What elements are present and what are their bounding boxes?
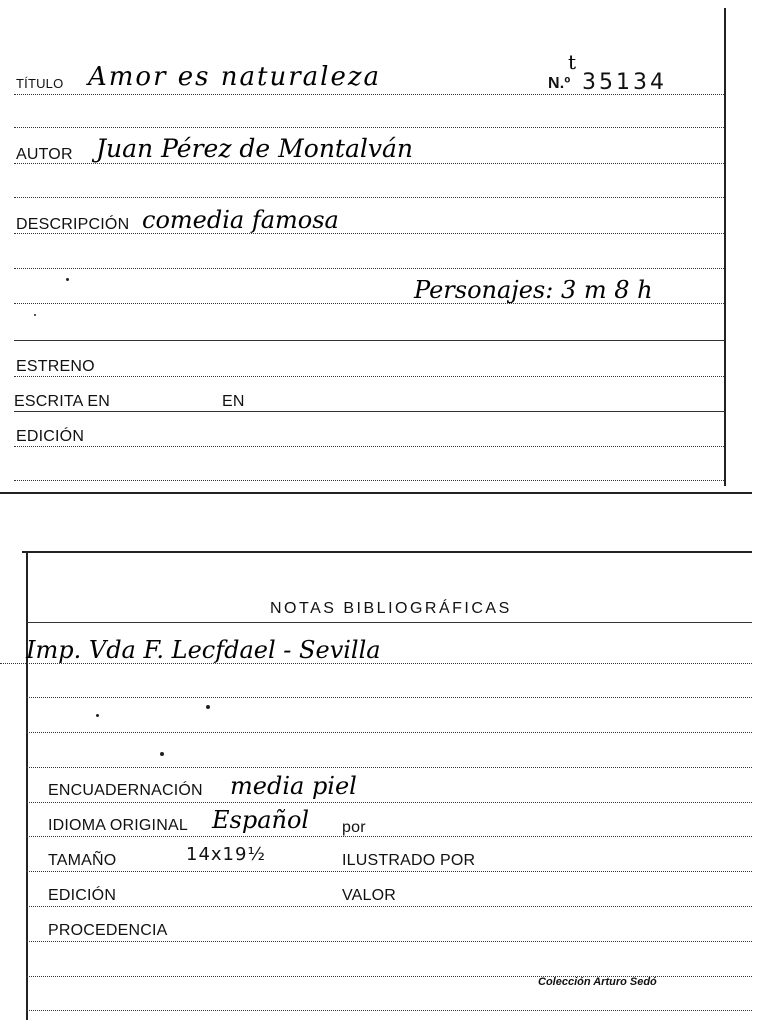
rule-line xyxy=(26,1010,752,1011)
idioma-value: Español xyxy=(212,806,310,834)
ink-speck xyxy=(66,278,69,281)
rule-line xyxy=(14,268,724,269)
ink-speck xyxy=(96,714,99,717)
rule-line xyxy=(26,697,752,698)
autor-label: AUTOR xyxy=(16,146,73,163)
rule-line xyxy=(26,732,752,733)
ink-speck xyxy=(34,314,36,316)
en-label: EN xyxy=(222,393,245,410)
encuadernacion-label: ENCUADERNACIÓN xyxy=(48,782,203,799)
ink-speck xyxy=(206,705,210,709)
rule-line xyxy=(14,411,724,412)
rule-line xyxy=(26,941,752,942)
titulo-label: TÍTULO xyxy=(16,76,64,91)
numero-label: N.º xyxy=(548,75,571,92)
rule-line xyxy=(14,446,724,447)
personajes-value: Personajes: 3 m 8 h xyxy=(414,276,653,304)
collection-credit: Colección Arturo Sedó xyxy=(538,976,657,988)
notas-value: Imp. Vda F. Lecfdael - Sevilla xyxy=(26,636,381,664)
rule-line xyxy=(14,197,724,198)
encuadernacion-value: media piel xyxy=(230,772,357,800)
procedencia-label: PROCEDENCIA xyxy=(48,922,168,939)
rule-line xyxy=(14,163,724,164)
edicion-label-back: EDICIÓN xyxy=(48,887,117,904)
rule-line xyxy=(26,767,752,768)
numero-mark: t xyxy=(568,50,577,74)
ink-speck xyxy=(160,752,164,756)
card-top-edge xyxy=(22,551,752,553)
valor-label: VALOR xyxy=(342,887,397,904)
rule-line xyxy=(14,376,724,377)
escrita-en-label: ESCRITA EN xyxy=(14,393,110,410)
descripcion-label: DESCRIPCIÓN xyxy=(16,216,130,233)
rule-line xyxy=(14,127,724,128)
card-right-edge xyxy=(724,8,726,486)
idioma-label: IDIOMA ORIGINAL xyxy=(48,817,188,834)
estreno-label: ESTRENO xyxy=(16,358,95,375)
tamano-label: TAMAÑO xyxy=(48,852,117,869)
rule-line xyxy=(26,906,752,907)
por-label: por xyxy=(342,819,366,836)
autor-value: Juan Pérez de Montalván xyxy=(96,134,414,163)
rule-line xyxy=(14,340,724,341)
rule-line xyxy=(26,871,752,872)
descripcion-value: comedia famosa xyxy=(142,206,339,234)
rule-line xyxy=(26,802,752,803)
rule-line xyxy=(26,836,752,837)
numero-value: 35134 xyxy=(582,70,667,95)
edicion-label-front: EDICIÓN xyxy=(16,428,85,445)
tamano-value: 14x19½ xyxy=(186,844,266,865)
rule-line xyxy=(26,622,752,623)
catalog-card-front xyxy=(0,0,759,500)
notas-heading: NOTAS BIBLIOGRÁFICAS xyxy=(270,600,512,617)
rule-line xyxy=(14,480,724,481)
card-bottom-edge xyxy=(0,492,752,494)
titulo-value: Amor es naturaleza xyxy=(88,62,382,92)
catalog-card-back xyxy=(0,540,759,1028)
ilustrado-label: ILUSTRADO POR xyxy=(342,852,476,869)
rule-line xyxy=(0,663,752,664)
